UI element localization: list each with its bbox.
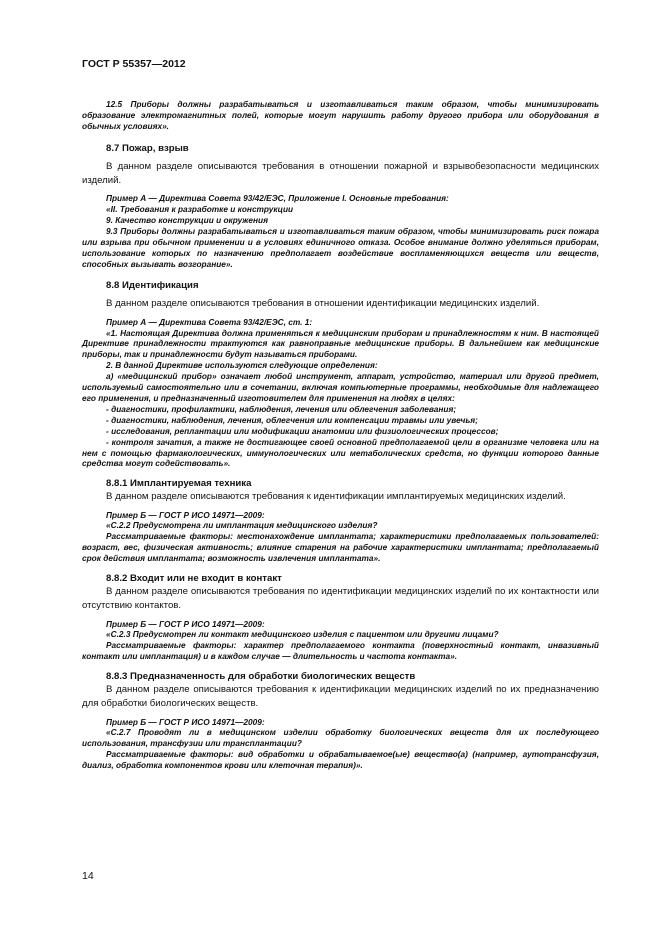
example-line: - исследования, реплантации или модификации анатомии или физиологических процессов;	[106, 425, 499, 436]
example-line: Пример Б — ГОСТ Р ИСО 14971—2009:	[106, 509, 265, 520]
section-8-8-3-title: 8.8.3 Предназначенность для обработки биологических веществ	[106, 671, 416, 683]
section-8-8-2-title: 8.8.2 Входит или не входит в контакт	[106, 573, 282, 585]
example-line: 9. Качество конструкции и окружения	[106, 214, 268, 225]
section-8-8-1-title: 8.8.1 Имплантируемая техника	[106, 478, 252, 490]
clause-12-5: 12.5 Приборы должны разрабатываться и изготавливаться таким образом, чтобы минимизировать образование электромагнитных полей, которые могут нарушить работу другого прибора или оборудования в обычных условиях».	[82, 99, 599, 131]
example-line: Пример Б — ГОСТ Р ИСО 14971—2009:	[106, 618, 265, 629]
example-line: «С.2.2 Предусмотрена ли имплантация медицинского изделия?	[106, 520, 378, 531]
example-line: Пример А — Директива Совета 93/42/ЕЭС, Приложение I. Основные требования:	[106, 193, 449, 204]
example-line: а) «медицинский прибор» означает любой инструмент, аппарат, устройство, материал или другой предмет, используемый самостоятельно или в сочетании, включая компьютерные программы, необходимые для надлежащего его применения, и предназначенный изготовителем для применения на людях в целях:	[82, 371, 599, 404]
example-line: Пример А — Директива Совета 93/42/ЕЭС, ст. 1:	[106, 316, 313, 327]
section-8-8-3-intro: В данном разделе описываются требования к идентификации медицинских изделий по их предназначению для обработки биологических веществ.	[82, 684, 599, 710]
example-line: Рассматриваемые факторы: местонахождение имплантата; характеристики предполагаемых пользователей: возраст, вес, физическая активность; влияние старения на рабочие характеристики имплантата; предполагаемый срок действия имплантата; возможность извлечения имплантата».	[82, 531, 599, 564]
example-line: - контроля зачатия, а также не достигающее своей основной предполагаемой цели в организме человека или на нем с помощью фармакологических, иммунологических или метаболических средств, но функции которого данные средства могут содействовать».	[82, 436, 599, 469]
document-header: ГОСТ Р 55357—2012	[82, 58, 186, 70]
example-line: Рассматриваемые факторы: характер предполагаемого контакта (поверхностный контакт, инвазивный контакт или имплантация) и в каждом случае — длительность и частота контакта».	[82, 640, 599, 662]
example-line: 2. В данной Директиве используются следующие определения:	[106, 360, 378, 371]
example-line: 9.3 Приборы должны разрабатываться и изготавливаться таким образом, чтобы минимизировать риск пожара или взрыва при обычном применении и в условиях единичного отказа. Особое внимание должно уделяться приборам, использование которых по назначению предполагает воздействие воспламеняющихся веществ или веществ, способных вызывать возгорание».	[82, 225, 599, 269]
section-8-7-title: 8.7 Пожар, взрыв	[106, 142, 189, 154]
section-8-8-2-intro: В данном разделе описываются требования по идентификации медицинских изделий по их контактности или отсутствию контактов.	[82, 586, 599, 612]
example-line: Пример Б — ГОСТ Р ИСО 14971—2009:	[106, 716, 265, 727]
section-8-8-1-intro: В данном разделе описываются требования к идентификации имплантируемых медицинских изделий.	[106, 491, 566, 503]
page-number: 14	[82, 870, 94, 882]
example-line: Рассматриваемые факторы: вид обработки и обрабатываемое(ые) вещество(а) (например, аутотрансфузия, диализ, обработка компонентов крови или клеточная терапия)».	[82, 749, 599, 771]
example-line: «С.2.7 Проводят ли в медицинском изделии обработку биологических веществ для их последующего использования, трансфузии или трансплантации?	[82, 727, 599, 749]
example-line: «1. Настоящая Директива должна применяться к медицинским приборам и принадлежностям к ним. В настоящей Директиве принадлежности трактуются как равноправные медицинские приборы. В дальнейшем как медицинские приборы, так и принадлежности будут называться приборами.	[82, 327, 599, 360]
section-8-8-intro: В данном разделе описываются требования в отношении идентификации медицинских изделий.	[106, 298, 540, 310]
example-line: - диагностики, профилактики, наблюдения, лечения или облегчения заболевания;	[106, 403, 457, 414]
example-line: «С.2.3 Предусмотрен ли контакт медицинского изделия с пациентом или другими лицами?	[106, 629, 499, 640]
section-8-8-title: 8.8 Идентификация	[106, 280, 199, 292]
example-line: «II. Требования к разработке и конструкции	[106, 204, 294, 215]
section-8-7-intro: В данном разделе описываются требования в отношении пожарной и взрывобезопасности медицинских изделий.	[82, 160, 599, 186]
example-line: - диагностики, наблюдения, лечения, облегчения или компенсации травмы или увечья;	[106, 414, 478, 425]
